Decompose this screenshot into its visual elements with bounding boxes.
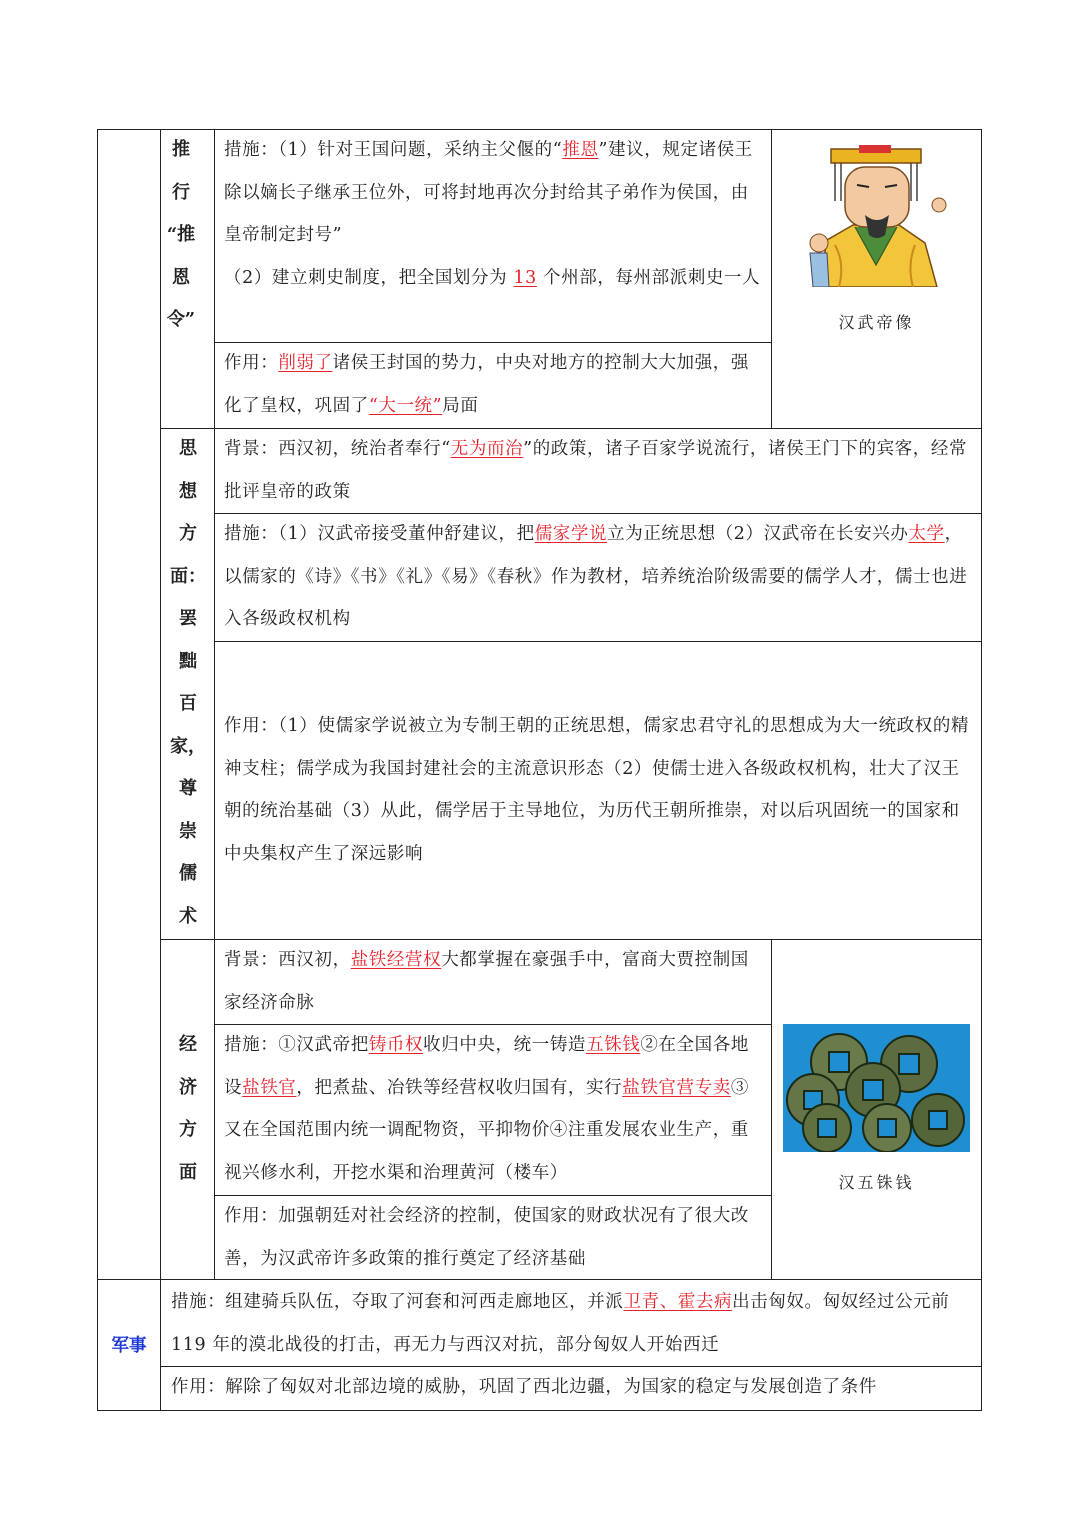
keyword: 儒家学说 [534,524,608,544]
thought-measures: 措施：（1）汉武帝接受董仲舒建议，把儒家学说立为正统思想（2）汉武帝在长安兴办太学，以儒家的《诗》《书》《礼》《易》《春秋》作为教材，培养统治阶级需要的儒学人才，儒士也进入各级政权机构 [224,524,968,629]
keyword: 卫青、霍去病 [623,1292,733,1312]
thought-label: 思 想 方 面： 罢 黜 百 家， 尊 崇 儒 术 [170,438,206,927]
label-column-divider [160,129,161,1411]
keyword: 太学 [908,524,945,544]
keyword: 盐铁官营专卖 [622,1077,731,1098]
emperor-portrait-caption: 汉武帝像 [838,313,915,332]
keyword: 盐铁官 [242,1077,297,1098]
economy-background: 背景：西汉初，盐铁经营权大都掌握在豪强手中，富商大贾控制国家经济命脉 [224,950,749,1013]
row-divider [214,641,981,642]
table-left-border [97,129,98,1411]
thought-background: 背景：西汉初，统治者奉行“无为而治”的政策，诸子百家学说流行，诸侯王门下的宾客，经常批评皇帝的政策 [224,439,968,502]
keyword: 无为而治 [450,439,524,459]
military-effect: 作用：解除了匈奴对北部边境的威胁，巩固了西北边疆，为国家的稳定与发展创造了条件 [171,1377,877,1397]
image-column-divider-2 [771,939,772,1279]
wuzhu-coins-caption: 汉五铢钱 [838,1173,915,1192]
keyword: 铸币权 [368,1035,424,1055]
thought-effect: 作用：（1）使儒家学说被立为专制王朝的正统思想，儒家忠君守礼的思想成为大一统政权的精神支柱；儒学成为我国封建社会的主流意识形态（2）使儒士进入各级政权机构，壮大了汉王朝的统治基础（3）从此，儒学居于主导地位，为历代王朝所推崇，对以后巩固统一的国家和中央集权产生了深远影响 [224,716,970,864]
emperor-portrait-image [805,145,947,287]
economy-effect: 作用：加强朝廷对社会经济的控制，使国家的财政状况有了很大改善，为汉武帝许多政策的推行奠定了经济基础 [224,1206,749,1269]
table-bottom-border [97,1410,982,1411]
table-right-border [981,129,982,1411]
economy-measures: 措施：①汉武帝把铸币权收归中央，统一铸造五铢钱②在全国各地设盐铁官，把煮盐、冶铁等经营权收归国有，实行盐铁官营专卖③又在全国范围内统一调配物资，平抑物价④注重发展农业生产，重视兴修水利，开挖水渠和治理黄河（楼车） [224,1035,749,1183]
subject-column-divider [214,129,215,1279]
keyword: 五铢钱 [586,1035,641,1055]
keyword: 推恩 [562,140,599,160]
keyword: 13 [513,267,537,288]
wuzhu-coins-image [783,1024,970,1152]
keyword: “大一统” [368,395,443,416]
image-column-divider-1 [771,129,772,429]
tuien-effect: 作用：削弱了诸侯王封国的势力，中央对地方的控制大大加强，强化了皇权，巩固了“大一统”局面 [224,353,749,416]
tuien-label: 推 行 “推 恩 令” [166,139,196,330]
military-measures: 措施：组建骑兵队伍，夺取了河套和河西走廊地区，并派卫青、霍去病出击匈奴。匈奴经过公元前 119 年的漠北战役的打击，再无力与西汉对抗，部分匈奴人开始西迁 [171,1292,950,1355]
tuien-measures: 措施：（1）针对王国问题，采纳主父偃的“推恩”建议，规定诸侯王除以嫡长子继承王位外，可将封地再次分封给其子弟作为侯国，由皇帝制定封号” （2）建立刺史制度，把全国划分为 13 个州部，每州部派刺史一人 [224,140,761,288]
economy-label: 经 济 方 面 [179,1034,197,1183]
keyword: 削弱了 [278,353,333,373]
keyword: 盐铁经营权 [350,950,442,970]
military-label: 军事 [111,1336,147,1356]
